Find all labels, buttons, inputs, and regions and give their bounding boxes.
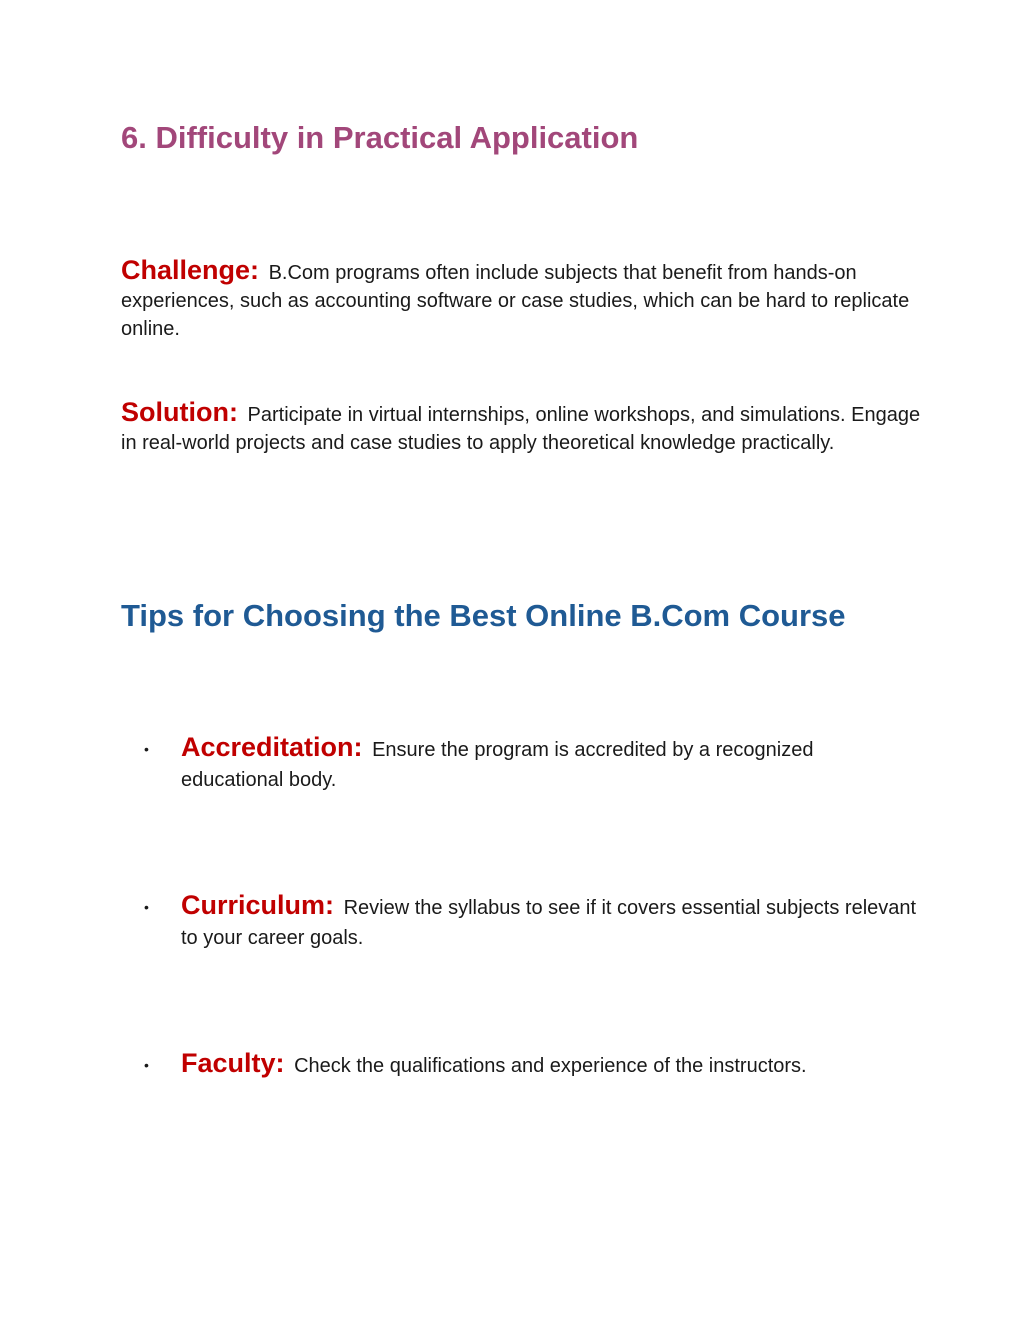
tip-label: Accreditation: bbox=[181, 732, 363, 762]
tip-item-accreditation bbox=[144, 732, 921, 795]
section-heading-tips: Tips for Choosing the Best Online B.Com Course bbox=[121, 598, 846, 633]
bullet-icon: • bbox=[144, 1057, 149, 1073]
solution-paragraph bbox=[121, 398, 921, 457]
tip-text: Check the qualifications and experience of the instructors. bbox=[294, 1055, 807, 1077]
solution-text: Participate in virtual internships, online workshops, and simulations. Engage in real-world projects and case studies to apply theoretical knowledge practically. bbox=[121, 404, 921, 454]
tip-item-curriculum bbox=[144, 890, 921, 953]
section-heading-practical-application: 6. Difficulty in Practical Application bbox=[121, 120, 639, 155]
tip-text: Ensure the program is accredited by a recognized educational body. bbox=[181, 739, 814, 791]
challenge-text: B.Com programs often include subjects that benefit from hands-on experiences, such as accounting software or case studies, which can be hard to replicate online. bbox=[121, 262, 910, 340]
challenge-paragraph bbox=[121, 256, 921, 343]
tip-item-faculty bbox=[144, 1048, 921, 1081]
tip-text: Review the syllabus to see if it covers essential subjects relevant to your career goals. bbox=[181, 897, 917, 949]
bullet-icon: • bbox=[144, 899, 149, 915]
tip-label: Curriculum: bbox=[181, 890, 335, 920]
solution-label: Solution: bbox=[121, 397, 238, 427]
tip-label: Faculty: bbox=[181, 1048, 285, 1078]
bullet-icon: • bbox=[144, 741, 149, 757]
challenge-label: Challenge: bbox=[121, 255, 260, 285]
